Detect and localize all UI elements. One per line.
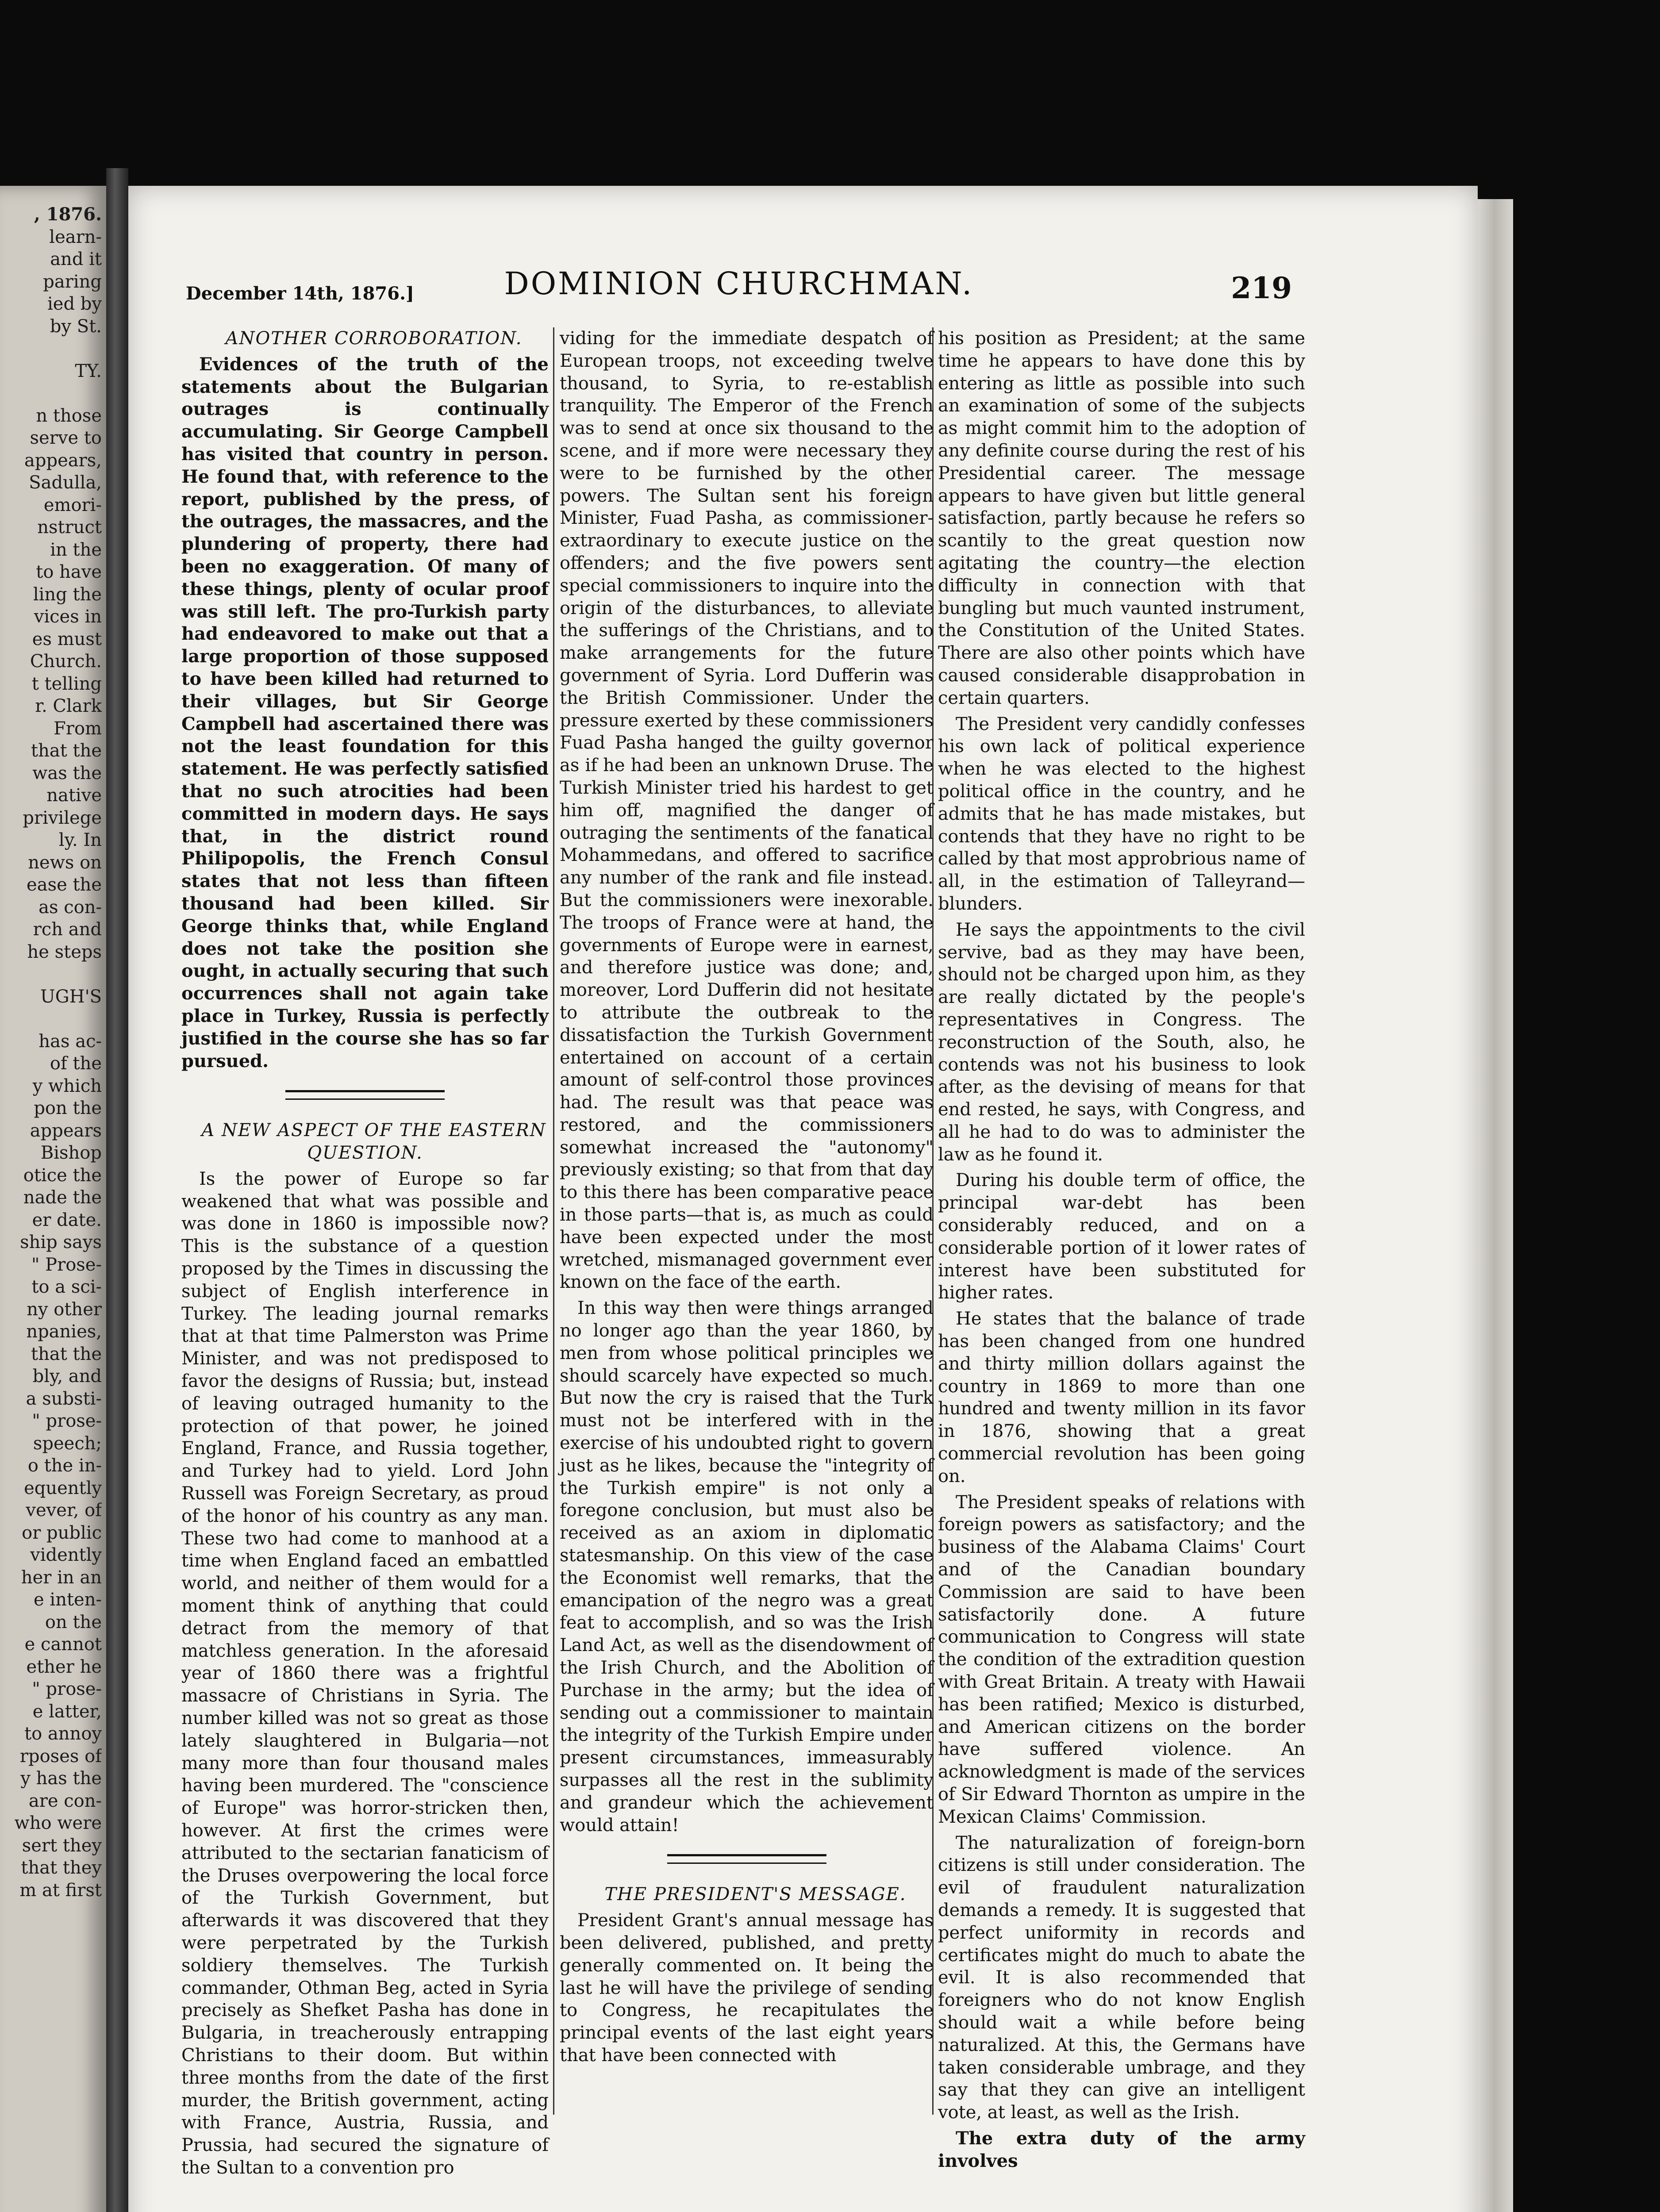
- left-page-line: a substi-: [26, 1388, 102, 1409]
- left-page-line: bly, and: [32, 1366, 102, 1386]
- left-page-line: nstruct: [37, 517, 102, 538]
- left-page-line: vever, of: [26, 1500, 102, 1521]
- left-page-line: sert they: [22, 1835, 102, 1856]
- left-page-fragment: [0, 186, 106, 2212]
- left-page-line: vices in: [34, 607, 102, 627]
- left-page-line: to a sci-: [31, 1277, 102, 1297]
- left-page-line: news on: [28, 852, 102, 873]
- left-page-line: equently: [24, 1478, 102, 1498]
- left-page-line: her in an: [21, 1567, 102, 1588]
- left-page-text: [0, 204, 104, 1901]
- left-page-line: he steps: [27, 941, 102, 962]
- left-page-line: by St.: [50, 316, 102, 337]
- left-page-line: " Prose-: [31, 1254, 102, 1275]
- article-title: ANOTHER CORROBORATION.: [225, 328, 523, 349]
- left-page-line: UGH'S: [40, 986, 102, 1007]
- article-body: Is the power of Europe so far weakened that what was possible and was done in 1860 is impossible now? This is the substance of a question proposed by the Times in discussing the subject of English interference in Turkey. The leading journal remarks that at that time Palmerston was Prime Minister, and was not predisposed to favor the designs of Russia; but, instead of leaving outraged humanity to the protection of that power, he joined England, France, and Russia together, and Turkey had to yield. Lord John Russell was Foreign Secretary, as proud of the honor of his country as any man. These two had come to manhood at a time when England faced an embattled world, and neither of them would for a moment think of anything that could detract from the memory of that matchless generation. In the aforesaid year of 1860 there was a frightful massacre of Christians in Syria. The number killed was not so great as those lately slaughtered in Bulgaria—not many more than four thousand males having been murdered. The "conscience of Europe" was horror-stricken then, however. At first the crimes were attributed to the sectarian fanaticism of the Druses overpowering the local force of the Turkish Government, but afterwards it was discovered that they were perpetrated by the Turkish soldiery themselves. The Turkish commander, Othman Beg, acted in Syria precisely as Shefket Pasha has done in Bulgaria, in treacherously entrapping Christians to their doom. But within three months from the date of the first murder, the British government, acting with France, Austria, Russia, and Prussia, had secured the signature of the Sultan to a convention pro: [181, 1168, 549, 2178]
- left-page-line: Sadulla,: [29, 472, 102, 493]
- left-page-line: ship says: [20, 1232, 102, 1252]
- column-2: [560, 327, 934, 2070]
- left-page-line: y has the: [20, 1768, 102, 1789]
- left-page-line: e latter,: [32, 1701, 102, 1722]
- left-page-line: rposes of: [19, 1746, 102, 1767]
- left-page-line: e inten-: [34, 1590, 102, 1610]
- left-page-line: paring: [43, 271, 102, 292]
- left-page-line: native: [46, 785, 102, 806]
- left-page-line: [0, 382, 102, 405]
- left-page-line: n those: [36, 405, 102, 426]
- page-number: 219: [1231, 271, 1292, 305]
- left-page-line: es must: [32, 629, 102, 649]
- article-body: In this way then were things arranged no longer ago than the year 1860, by men from whose political principles we should scarcely have expected so much. But now the cry is raised that the Turk must not be interfered with in the exercise of his undoubted right to govern just as he likes, because the "integrity of the Turkish empire" is not only a foregone conclusion, but must also be received as an axiom in diplomatic statesmanship. On this view of the case the Economist well remarks, that the emancipation of the negro was a great feat to accomplish, and so was the Irish Land Act, as well as the disendowment of the Irish Church, and the Abolition of Purchase in the army; but the idea of sending out a commissioner to maintain the integrity of the Turkish Empire under present circumstances, immeasurably surpasses all the rest in the sublimity and grandeur which the achievement would attain!: [560, 1298, 934, 1836]
- column-3: [938, 327, 1305, 2176]
- left-page-line: y which: [32, 1075, 102, 1096]
- left-page-line: ny other: [27, 1299, 102, 1320]
- left-page-line: has ac-: [38, 1031, 102, 1052]
- left-page-line: to annoy: [24, 1724, 102, 1744]
- left-page-line: TY.: [75, 361, 102, 381]
- left-page-line: learn-: [49, 227, 102, 247]
- left-page-line: m at first: [19, 1880, 102, 1901]
- column-1: [181, 327, 549, 2183]
- article-separator: [285, 1090, 445, 1100]
- article-body: He states that the balance of trade has been changed from one hundred and thirty million dollars against the country in 1869 to more than one hundred and twenty million in its favor in 1876, showing that a great commercial revolution has been going on.: [938, 1309, 1305, 1486]
- left-page-line: that the: [31, 1344, 102, 1364]
- article-body: The naturalization of foreign-born citizens is still under consideration. The evil of fraudulent naturalization demands a remedy. It is suggested that perfect uniformity in records and certificates might do much to abate the evil. It is also recommended that foreigners who do not know English should wait a while before being naturalized. At this, the Germans have taken considerable umbrage, and they say that they can give an intelligent vote, at least, as well as the Irish.: [938, 1832, 1305, 2123]
- left-page-line: ly. In: [58, 830, 102, 850]
- left-page-line: speech;: [33, 1433, 102, 1454]
- left-page-line: who were: [14, 1813, 102, 1833]
- left-page-line: to have: [36, 562, 102, 582]
- left-page-line: otice the: [23, 1165, 102, 1186]
- header-date: December 14th, 1876.]: [186, 283, 414, 304]
- left-page-line: " prose-: [32, 1679, 102, 1699]
- left-page-line: pon the: [34, 1098, 102, 1118]
- left-page-line: [0, 963, 102, 986]
- left-page-line: appears: [30, 1120, 102, 1141]
- left-page-line: From: [54, 718, 102, 739]
- left-page-line: o the in-: [27, 1455, 102, 1476]
- left-page-line: in the: [50, 539, 102, 560]
- article-body: Evidences of the truth of the statements about the Bulgarian outrages is continually accumulating. Sir George Campbell has visited that country in person. He found that, with reference to the report, published by the press, of the outrages, the massacres, and the plundering of property, there had been no exaggeration. Of many of these things, plenty of ocular proof was still left. The pro-Turkish party had endeavored to make out that a large proportion of those supposed to have been killed had returned to their villages, but Sir George Campbell had ascertained there was not the least foundation for this statement. He was perfectly satisfied that no such atrocities had been committed in modern days. He says that, in the district round Philipopolis, the French Consul states that not less than fifteen thousand had been killed. Sir George thinks that, while England does not take the position she ought, in actually securing that such occurrences shall not again take place in Turkey, Russia is perfectly justified in the course she has so far pursued.: [181, 353, 549, 1071]
- left-page-line: " prose-: [32, 1411, 102, 1431]
- left-page-line: that the: [31, 741, 102, 761]
- left-page-line: e cannot: [24, 1634, 102, 1655]
- left-page-line: emori-: [43, 495, 102, 515]
- left-page-line: ied by: [47, 294, 102, 314]
- left-page-line: ether he: [26, 1656, 102, 1677]
- book-spine: [106, 168, 128, 2212]
- column-rule: [553, 327, 554, 2115]
- left-page-line: [0, 1008, 102, 1030]
- article-separator: [667, 1854, 826, 1864]
- article-body: The extra duty of the army involves: [938, 2128, 1305, 2171]
- article-body-continued: viding for the immediate despatch of European troops, not exceeding twelve thousand, to Syria, to re-establish tranquility. The Emperor of the French was to send at once six thousand to the scene, and if more were necessary they were to be furnished by the other powers. The Sultan sent his foreign Minister, Fuad Pasha, as commissioner-extraordinary to execute justice on the offenders; and the five powers sent special commissioners to inquire into the origin of the disturbances, to alleviate the sufferings of the Christians, and to make arrangements for the future government of Syria. Lord Dufferin was the British Commissioner. Under the pressure exerted by these commissioners Fuad Pasha hanged the guilty governor as if he had been an unknown Druse. The Turkish Minister tried his hardest to get him off, magnified the danger of outraging the sentiments of the fanatical Mohammedans, and offered to sacrifice any number of the rank and file instead. But the commissioners were inexorable. The troops of France were at hand, the governments of Europe were in earnest, and therefore justice was done; and, moreover, Lord Dufferin did not hesitate to attribute the outbreak to the dissatisfaction the Turkish Government entertained on account of a certain amount of self-control those provinces had. The result was that peace was restored, and the commissioners somewhat increased the "autonomy" previously existing; so that from that day to this there has been comparative peace in those parts—that is, as much as could have been expected under the most wretched, mismanaged government ever known on the face of the earth.: [560, 328, 934, 1293]
- left-page-line: serve to: [30, 428, 102, 448]
- left-page-line: and it: [50, 249, 102, 269]
- article-title: THE PRESIDENT'S MESSAGE.: [604, 1884, 907, 1905]
- page-header: [186, 265, 1292, 305]
- left-page-line: [0, 338, 102, 360]
- left-page-line: was the: [32, 763, 102, 783]
- left-page-line: as con-: [38, 897, 102, 918]
- left-page-line: Bishop: [40, 1143, 102, 1163]
- left-page-line: rch and: [33, 919, 102, 940]
- article-body: During his double term of office, the principal war-debt has been considerably reduced, and on a considerable portion of it lower rates of interest have been substituted for higher rates.: [938, 1170, 1305, 1303]
- left-page-line: er date.: [32, 1210, 102, 1230]
- left-page-line: appears,: [24, 450, 102, 471]
- article-title: A NEW ASPECT OF THE EASTERN QUESTION.: [201, 1120, 546, 1164]
- left-page-line: of the: [50, 1053, 102, 1074]
- left-page-line: vidently: [30, 1545, 102, 1565]
- header-title: DOMINION CHURCHMAN.: [504, 265, 974, 302]
- left-page-line: nade the: [23, 1187, 102, 1208]
- left-page-line: that they: [21, 1858, 102, 1878]
- left-page-line: npanies,: [26, 1321, 102, 1342]
- left-page-line: are con-: [28, 1790, 102, 1811]
- article-body: The President very candidly confesses his own lack of political experience when he was elected to the highest political office in the country, and he admits that he has made mistakes, but contends that they have no right to be called by that most approbrious name of all, in the estimation of Talleyrand—blunders.: [938, 714, 1305, 914]
- left-page-line: ease the: [27, 875, 102, 895]
- left-page-line: privilege: [23, 807, 102, 828]
- article-body: He says the appointments to the civil servive, bad as they may have been, should not be charged upon him, as they are really dictated by the people's representatives in Congress. The reconstruction of the South, also, he contends was not his business to look after, as the devising of means for that end rested, he says, with Congress, and all he had to do was to administer the law as he found it.: [938, 919, 1305, 1165]
- left-page-line: r. Clark: [35, 696, 102, 716]
- left-page-line: or public: [22, 1522, 102, 1543]
- article-body: President Grant's annual message has been delivered, published, and pretty generally commented on. It being the last he will have the privilege of sending to Congress, he recapitulates the principal events of the last eight years that have been connected with: [560, 1910, 934, 2066]
- article-body: The President speaks of relations with foreign powers as satisfactory; and the business of the Alabama Claims' Court and of the Canadian boundary Commission are said to have been satisfactorily done. A future communication to Congress will state the condition of the extradition question with Great Britain. A treaty with Hawaii has been ratified; Mexico is disturbed, and American citizens on the border have suffered violence. An acknowledgment is made of the services of Sir Edward Thornton as umpire in the Mexican Claims' Commission.: [938, 1492, 1305, 1827]
- left-page-line: on the: [45, 1612, 102, 1632]
- left-page-line: ling the: [33, 584, 102, 605]
- left-page-date: , 1876.: [34, 204, 102, 225]
- article-body-continued: his position as President; at the same time he appears to have done this by entering as little as possible into such an examination of some of the subjects as might commit him to the adoption of any definite course during the rest of his Presidential career. The message appears to have given but little general satisfaction, partly because he refers so scantily to the great question now agitating the country—the election difficulty in connection with that bungling but much vaunted instrument, the Constitution of the United States. There are also other points which have caused considerable disapprobation in certain quarters.: [938, 328, 1305, 708]
- left-page-line: Church.: [30, 651, 102, 672]
- left-page-line: t telling: [31, 673, 102, 694]
